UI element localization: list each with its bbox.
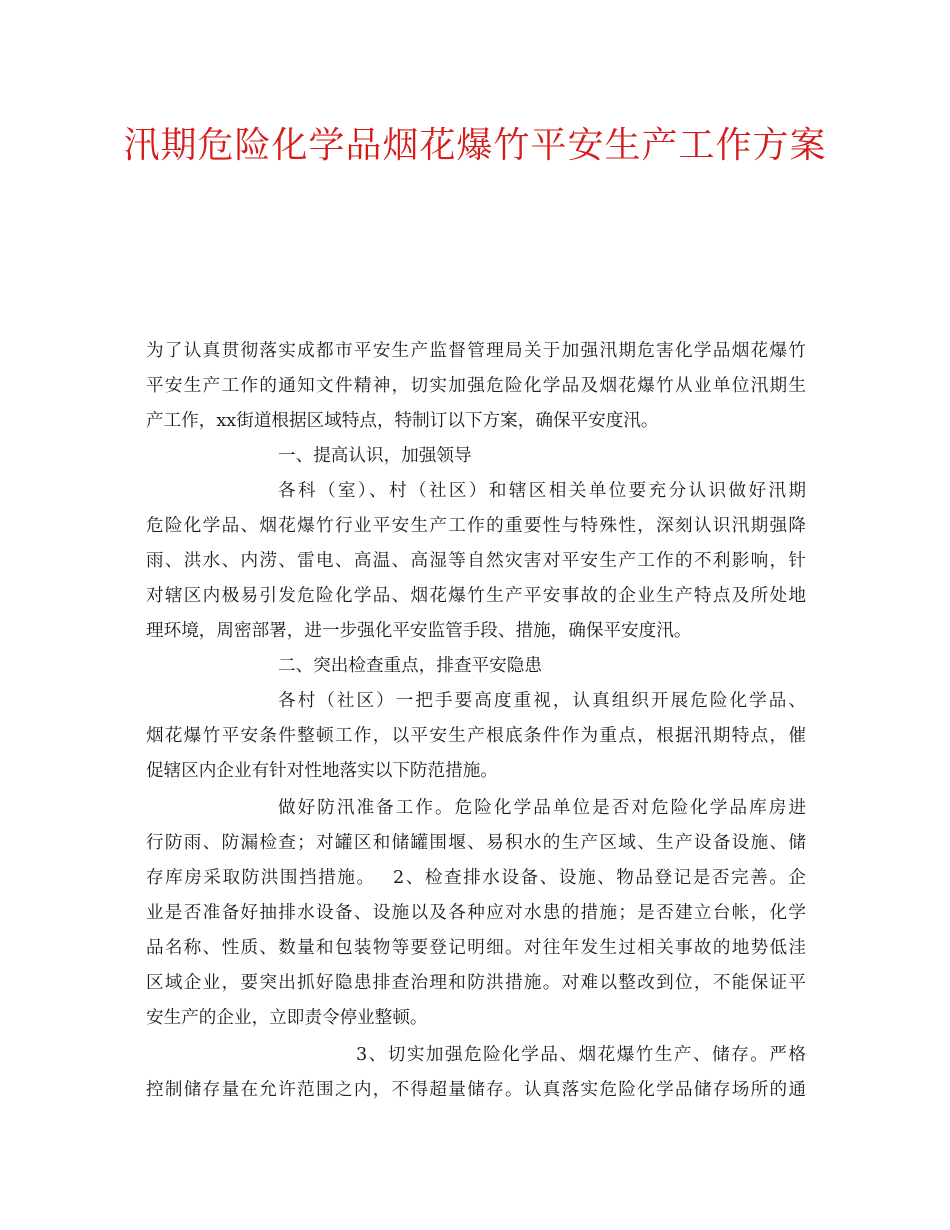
paragraph-line: 区域企业，要突出抓好隐患排查治理和防洪措施。对难以整改到位，不能保证平 — [146, 973, 806, 993]
paragraph-line: 业是否准备好抽排水设备、设施以及各种应对水患的措施；是否建立台帐，化学 — [146, 903, 806, 923]
paragraph-line: 3、切实加强危险化学品、烟花爆竹生产、储存。严格 — [356, 1045, 806, 1065]
paragraph-line: 对辖区内极易引发危险化学品、烟花爆竹生产平安事故的企业生产特点及所处地 — [146, 586, 806, 606]
paragraph-line: 雨、洪水、内涝、雷电、高温、高湿等自然灾害对平安生产工作的不利影响，针 — [146, 551, 806, 571]
paragraph-line: 促辖区内企业有针对性地落实以下防范措施。 — [146, 761, 498, 781]
paragraph-line: 各科（室）、村（社区）和辖区相关单位要充分认识做好汛期 — [278, 481, 806, 501]
paragraph-line: 控制储存量在允许范围之内，不得超量储存。认真落实危险化学品储存场所的通 — [146, 1080, 806, 1100]
paragraph-line: 烟花爆竹平安条件整顿工作，以平安生产根底条件作为重点，根据汛期特点，催 — [146, 726, 806, 746]
section-heading: 一、提高认识，加强领导 — [278, 446, 472, 466]
paragraph-line: 做好防汛准备工作。危险化学品单位是否对危险化学品库房进 — [278, 798, 806, 818]
paragraph-line: 为了认真贯彻落实成都市平安生产监督管理局关于加强汛期危害化学品烟花爆竹 — [146, 341, 806, 361]
document-title: 汛期危险化学品烟花爆竹平安生产工作方案 — [123, 125, 827, 166]
paragraph-line: 存库房采取防洪围挡措施。 2、检查排水设备、设施、物品登记是否完善。企 — [146, 868, 806, 888]
paragraph-line: 理环境，周密部署，进一步强化平安监管手段、措施，确保平安度汛。 — [146, 621, 692, 641]
paragraph-line: 行防雨、防漏检查；对罐区和储罐围堰、易积水的生产区域、生产设备设施、储 — [146, 833, 806, 853]
paragraph-line: 品名称、性质、数量和包装物等要登记明细。对往年发生过相关事故的地势低洼 — [146, 938, 806, 958]
document-body — [146, 334, 806, 1108]
paragraph-line: 各村（社区）一把手要高度重视，认真组织开展危险化学品、 — [278, 691, 806, 711]
paragraph-line: 危险化学品、烟花爆竹行业平安生产工作的重要性与特殊性，深刻认识汛期强降 — [146, 516, 806, 536]
paragraph-line: 平安生产工作的通知文件精神，切实加强危险化学品及烟花爆竹从业单位汛期生 — [146, 376, 806, 396]
paragraph-line: 安生产的企业，立即责令停业整顿。 — [146, 1008, 428, 1028]
paragraph-line: 产工作，xx街道根据区域特点，特制订以下方案，确保平安度汛。 — [146, 411, 659, 431]
section-heading: 二、突出检查重点，排查平安隐患 — [278, 656, 542, 676]
